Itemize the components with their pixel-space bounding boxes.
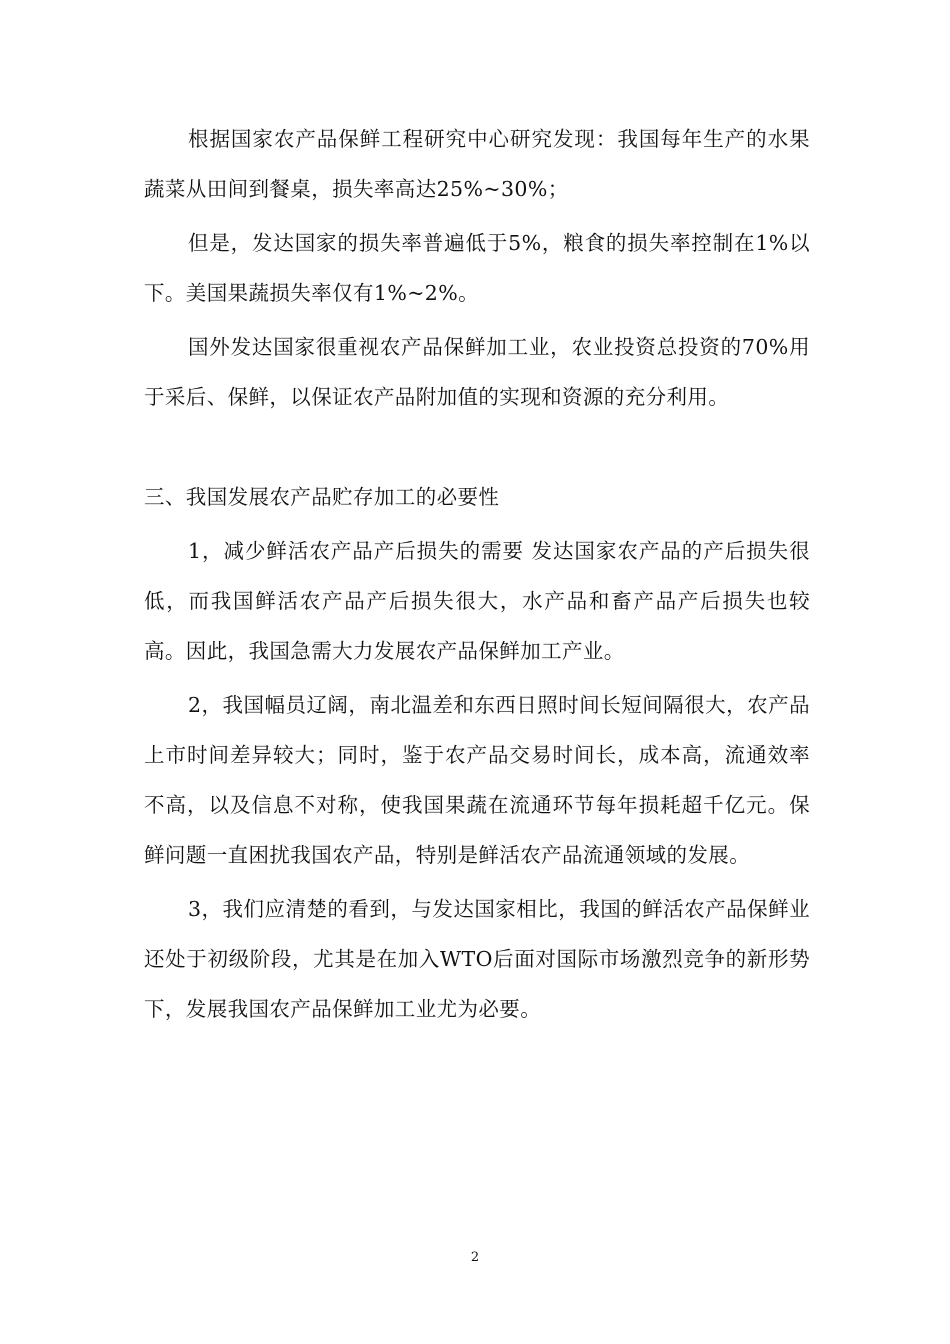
paragraph-loss-rate-china: 根据国家农产品保鲜工程研究中心研究发现：我国每年生产的水果蔬菜从田间到餐桌，损失率高达25%~30%；	[144, 127, 810, 201]
paragraph-point-1: 1，减少鲜活农产品产后损失的需要 发达国家农产品的产后损失很低，而我国鲜活农产品产后损失很大，水产品和畜产品产后损失也较高。因此，我国急需大力发展农产品保鲜加工产业。	[144, 539, 810, 663]
paragraph-investment: 国外发达国家很重视农产品保鲜加工业，农业投资总投资的70%用于采后、保鲜，以保证农产品附加值的实现和资源的充分利用。	[144, 335, 810, 409]
paragraph-loss-rate-developed: 但是，发达国家的损失率普遍低于5%，粮食的损失率控制在1%以下。美国果蔬损失率仅有1%~2%。	[144, 231, 810, 305]
page-body	[144, 114, 810, 1038]
paragraph-point-3: 3，我们应清楚的看到，与发达国家相比，我国的鲜活农产品保鲜业还处于初级阶段，尤其是在加入WTO后面对国际市场激烈竞争的新形势下，发展我国农产品保鲜加工业尤为必要。	[144, 897, 810, 1021]
paragraph-point-2: 2，我国幅员辽阔，南北温差和东西日照时间长短间隔很大，农产品上市时间差异较大；同时，鉴于农产品交易时间长，成本高，流通效率不高，以及信息不对称，使我国果蔬在流通环节每年损耗超千亿元。保鲜问题一直困扰我国农产品，特别是鲜活农产品流通领域的发展。	[144, 693, 810, 867]
section-heading: 三、我国发展农产品贮存加工的必要性	[144, 485, 500, 509]
page-number: 2	[470, 1250, 480, 1265]
